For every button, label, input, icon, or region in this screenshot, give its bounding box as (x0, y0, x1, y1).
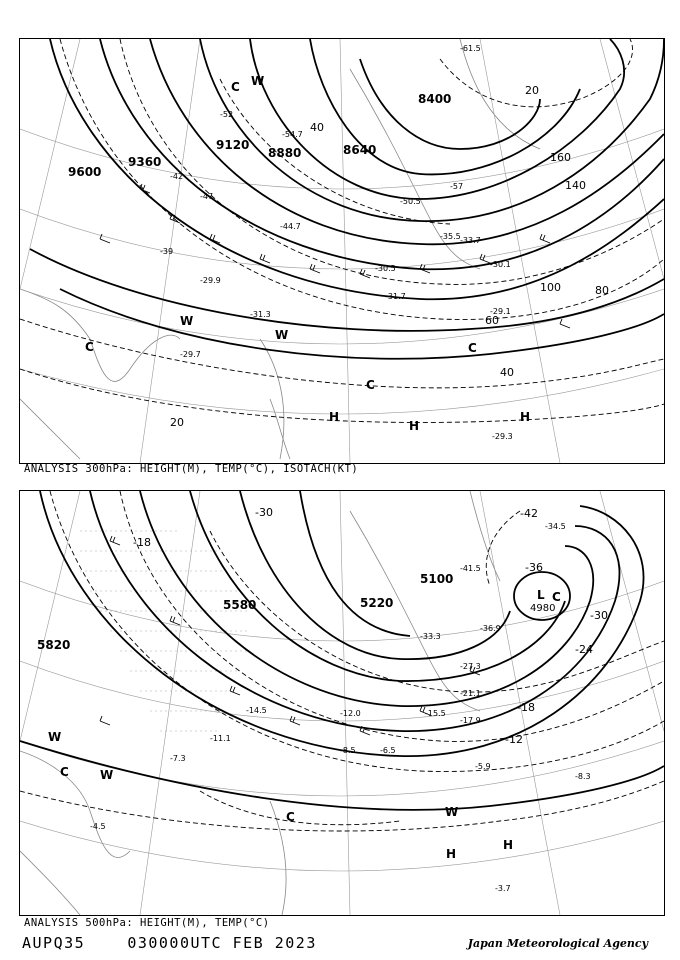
isotherm-contours-500 (20, 491, 664, 831)
temp-label: -6.5 (380, 746, 396, 755)
height-contours-500 (20, 491, 664, 810)
temp-label: -17.9 (460, 716, 481, 725)
height-label: 5100 (420, 572, 454, 586)
temp-label: -33.3 (420, 632, 441, 641)
temp-label: -34.5 (545, 522, 566, 531)
temp-label: -54.7 (282, 130, 303, 139)
temp-labels-300 (160, 44, 513, 441)
temp-label: -31.7 (385, 292, 406, 301)
isotherm-label: -12 (505, 733, 523, 746)
temp-label: -42 (170, 172, 184, 181)
temp-label: -36.9 (480, 624, 501, 633)
isotach-label: 20 (525, 84, 539, 97)
high-symbol: H (446, 847, 457, 861)
height-label: 5220 (360, 596, 394, 610)
warm-center-symbol: W (48, 730, 62, 744)
isotach-label: 140 (565, 179, 586, 192)
height-labels-300 (68, 92, 451, 179)
warm-center-symbol: W (100, 768, 114, 782)
isotach-label: 60 (485, 314, 499, 327)
temp-label: -44.7 (280, 222, 301, 231)
high-symbol: H (503, 838, 514, 852)
temp-label: -15.5 (425, 709, 446, 718)
isotherm-label: -18 (133, 536, 151, 549)
temp-label: -61.5 (460, 44, 481, 53)
isotherm-label: -42 (520, 507, 538, 520)
height-label: 5580 (223, 598, 257, 612)
temp-label: -27.3 (460, 662, 481, 671)
height-label: 4980 (530, 603, 556, 614)
caption-300hpa: ANALYSIS 300hPa: HEIGHT(M), TEMP(°C), ISOTACH(KT) (24, 463, 359, 475)
temp-label: -41.5 (460, 564, 481, 573)
temp-label: -8.3 (575, 772, 591, 781)
temp-label: -5.9 (475, 762, 491, 771)
warm-center-symbol: W (445, 805, 459, 819)
height-label: 9120 (216, 138, 250, 152)
height-label: 8880 (268, 146, 302, 160)
low-symbol: L (537, 588, 545, 602)
high-symbol: H (520, 410, 531, 424)
cold-center-symbol: C (231, 80, 240, 94)
graticule-300 (20, 39, 664, 463)
temp-label: -31.3 (250, 310, 271, 319)
map-500hpa-graphic (20, 491, 664, 915)
temp-label-bottom: -3.7 (495, 884, 511, 893)
isotherm-label: -30 (590, 609, 608, 622)
temp-label: -14.5 (246, 706, 267, 715)
temp-label: -30.5 (375, 264, 396, 273)
temp-label: -21.1 (460, 689, 481, 698)
isotach-label: 80 (595, 284, 609, 297)
isotherm-label: -24 (575, 643, 593, 656)
temp-label: -33.7 (460, 236, 481, 245)
cold-center-symbol: C (366, 378, 375, 392)
map-500hpa (19, 490, 665, 916)
temp-label: -57 (450, 182, 464, 191)
temp-label: -29.9 (200, 276, 221, 285)
warm-center-symbol: W (275, 328, 289, 342)
temp-label: -39 (160, 247, 174, 256)
isotherm-label: -30 (255, 506, 273, 519)
high-symbol: H (329, 410, 340, 424)
temp-label: -35.5 (440, 232, 461, 241)
isotach-label: 160 (550, 151, 571, 164)
temp-label: -7.3 (170, 754, 186, 763)
temp-label: -50.5 (400, 197, 421, 206)
warm-center-symbol: W (251, 74, 265, 88)
coastline-300 (20, 39, 540, 459)
high-symbol: H (409, 419, 420, 433)
height-label: 8400 (418, 92, 452, 106)
temp-label: -29.7 (180, 350, 201, 359)
map-300hpa-graphic (20, 39, 664, 463)
temp-label: -47 (200, 192, 214, 201)
cold-center-symbol: C (85, 340, 94, 354)
temp-label: -30.1 (490, 260, 511, 269)
height-label: 5820 (37, 638, 71, 652)
isotach-label: 40 (310, 121, 324, 134)
isotach-label: 40 (500, 366, 514, 379)
temp-label: -4.5 (90, 822, 106, 831)
cold-center-symbol: C (60, 765, 69, 779)
cold-center-symbol: C (286, 810, 295, 824)
warm-center-symbol: W (180, 314, 194, 328)
height-label: 9600 (68, 165, 102, 179)
temp-label: -29.1 (490, 307, 511, 316)
temp-label: -12.0 (340, 709, 361, 718)
isotherm-label: -18 (517, 701, 535, 714)
coastline-500 (20, 491, 500, 915)
temp-label: -52 (220, 110, 234, 119)
analysis-datetime: 030000UTC FEB 2023 (127, 934, 317, 952)
height-label: 8640 (343, 143, 377, 157)
agency-name: Japan Meteorological Agency (467, 937, 648, 950)
cold-center-symbol: C (468, 341, 477, 355)
isotherm-label: -36 (525, 561, 543, 574)
height-label: 9360 (128, 155, 162, 169)
cold-center-symbol: C (552, 590, 561, 604)
caption-500hpa: ANALYSIS 500hPa: HEIGHT(M), TEMP(°C) (24, 917, 270, 929)
map-300hpa (19, 38, 665, 464)
chart-code: AUPQ35 (22, 934, 86, 952)
isotach-label: 100 (540, 281, 561, 294)
temp-label: -11.1 (210, 734, 231, 743)
chart-id-and-time (22, 934, 317, 952)
temp-label: -8.5 (340, 746, 356, 755)
temp-label-bottom: -29.3 (492, 432, 513, 441)
isotach-label: 20 (170, 416, 184, 429)
